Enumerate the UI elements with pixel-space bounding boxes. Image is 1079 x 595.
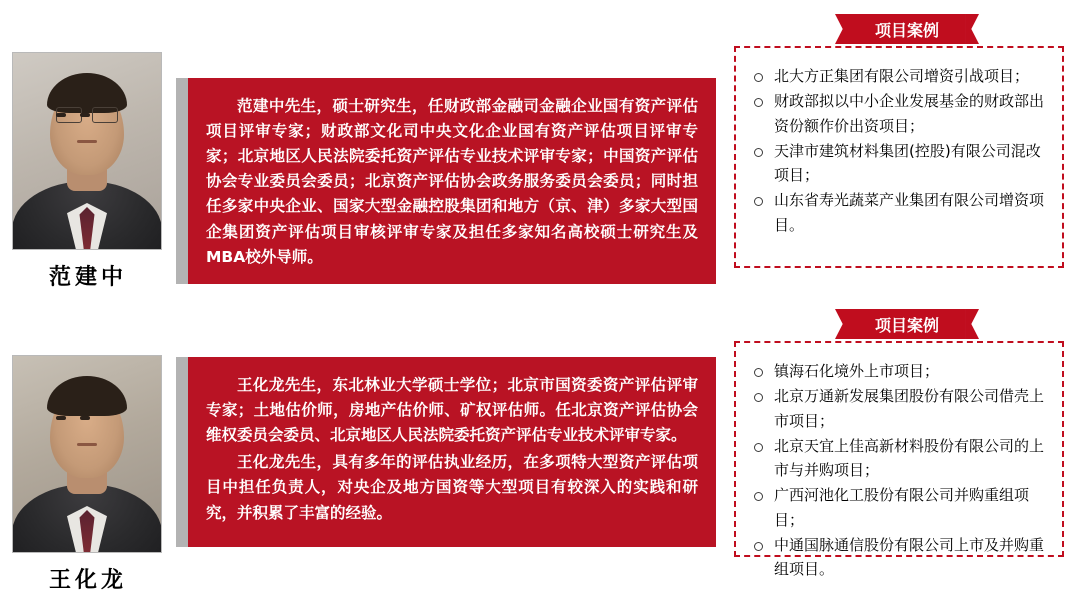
case-item: 北大方正集团有限公司增资引战项目； xyxy=(748,64,1048,88)
photo-block-1 xyxy=(12,52,164,291)
photo-block-2 xyxy=(12,355,164,594)
portrait-photo-2 xyxy=(12,355,162,553)
case-item: 北京天宜上佳高新材料股份有限公司的上市与并购项目； xyxy=(748,434,1048,483)
case-list-2 xyxy=(748,359,1048,582)
bio-block-2 xyxy=(176,357,716,547)
case-ribbon-1 xyxy=(849,14,965,44)
case-ribbon-2 xyxy=(849,309,965,339)
bio-paragraph: 王化龙先生，东北林业大学硕士学位；北京市国资委资产评估评审专家；土地估价师，房地产估价师、矿权评估师。任北京资产评估协会维权委员会委员、北京地区人民法院委托资产评估专业技术评审专家。 xyxy=(206,376,698,445)
case-box-1 xyxy=(734,46,1064,268)
case-item: 北京万通新发展集团股份有限公司借壳上市项目； xyxy=(748,384,1048,433)
person-name-2: 王化龙 xyxy=(48,568,127,593)
profile-card-2 xyxy=(0,300,1079,595)
case-ribbon-label-1: 项目案例 xyxy=(875,20,940,40)
case-item: 中通国脉通信股份有限公司上市及并购重组项目。 xyxy=(748,533,1048,582)
bio-block-1 xyxy=(176,78,716,284)
case-item: 广西河池化工股份有限公司并购重组项目； xyxy=(748,483,1048,532)
case-item: 财政部拟以中小企业发展基金的财政部出资份额作价出资项目； xyxy=(748,89,1048,138)
bio-side-tab-2 xyxy=(176,357,188,547)
bio-side-tab-1 xyxy=(176,78,188,284)
bio-paragraph: 范建中先生，硕士研究生，任财政部金融司金融企业国有资产评估项目评审专家；财政部文化司中央文化企业国有资产评估项目评审专家；北京地区人民法院委托资产评估专业技术评审专家；中国资产评估协会专业委员会委员；北京资产评估协会政务服务委员会委员；同时担任多家中央企业、国家大型金融控股集团和地方（京、津）多家大型国企集团资产评估项目审核评审专家及担任多家知名高校硕士研究生及MBA校外导师。 xyxy=(206,97,698,266)
case-box-2 xyxy=(734,341,1064,579)
case-list-1 xyxy=(748,64,1048,237)
bio-text-2 xyxy=(188,357,716,547)
bio-paragraph: 王化龙先生，具有多年的评估执业经历，在多项特大型资产评估项目中担任负责人，对央企及地方国资等大型项目有较深入的实践和研究，并积累了丰富的经验。 xyxy=(206,453,698,522)
portrait-photo-1 xyxy=(12,52,162,250)
case-item: 镇海石化境外上市项目； xyxy=(748,359,1048,383)
case-item: 天津市建筑材料集团(控股)有限公司混改项目； xyxy=(748,139,1048,188)
case-item: 山东省寿光蔬菜产业集团有限公司增资项目。 xyxy=(748,188,1048,237)
person-name-1: 范建中 xyxy=(48,265,127,290)
bio-text-1 xyxy=(188,78,716,284)
case-ribbon-label-2: 项目案例 xyxy=(875,315,940,335)
